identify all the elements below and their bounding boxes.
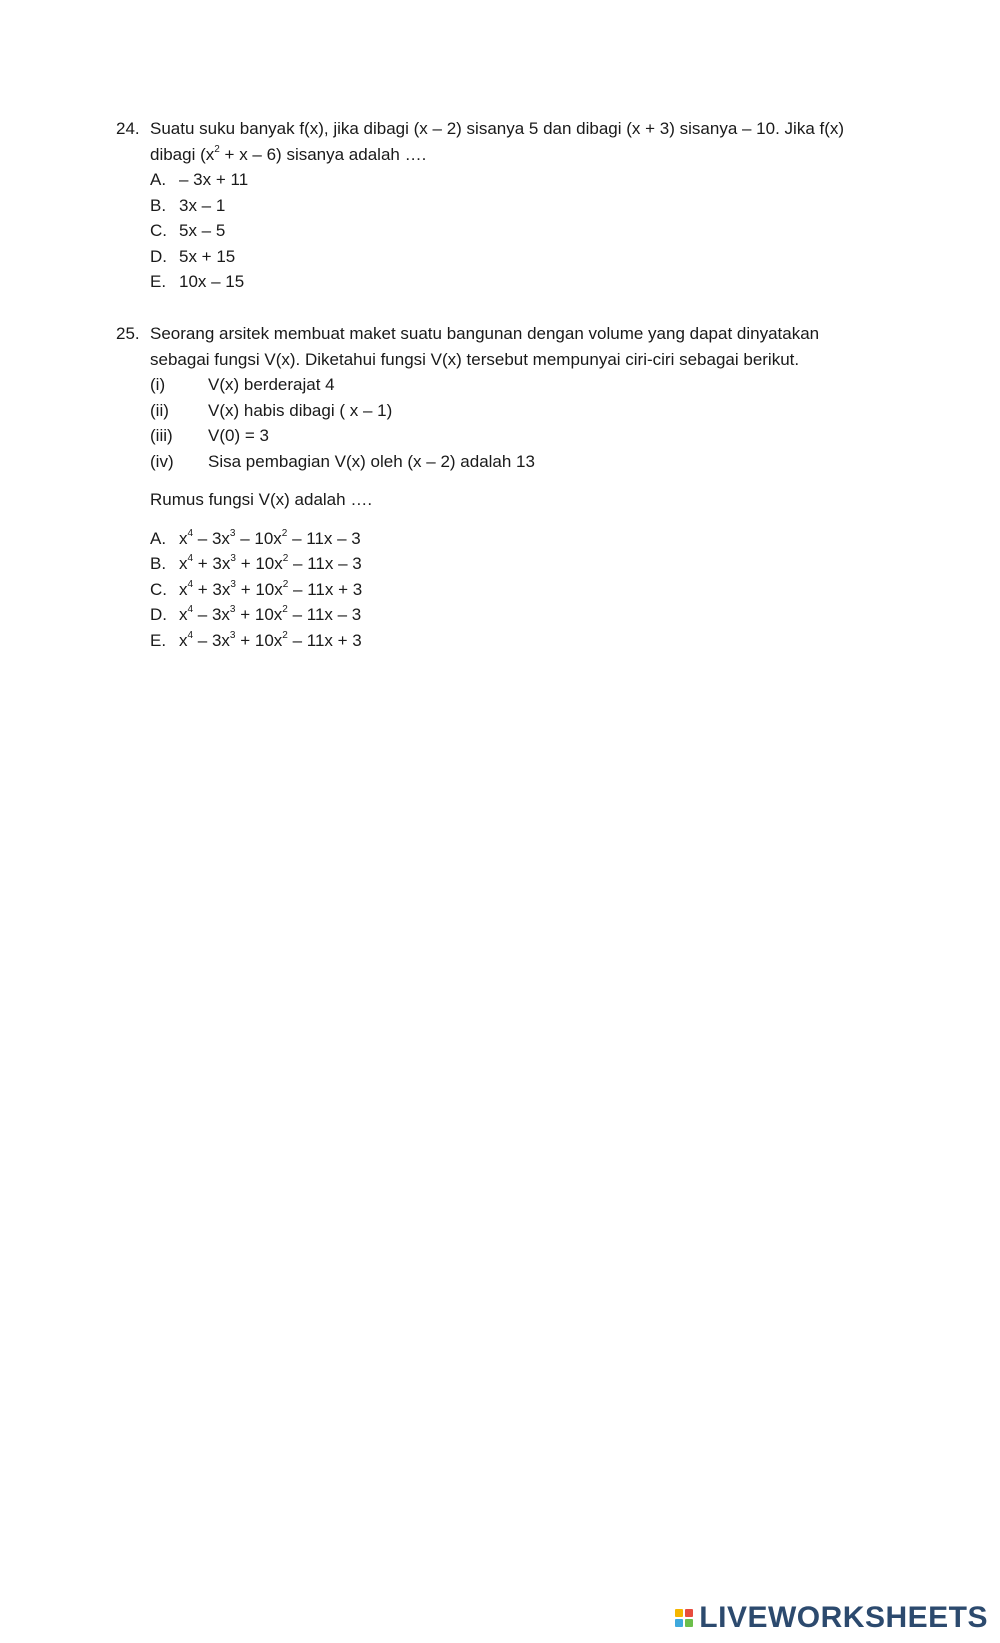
option-letter: C. (150, 579, 167, 599)
condition-item (150, 423, 876, 449)
condition-text: Sisa pembagian V(x) oleh (x – 2) adalah 13 (208, 451, 535, 471)
condition-label: (ii) (150, 400, 169, 420)
answer-option-b (150, 193, 876, 219)
option-text: $x^4 + 3x^3 + 10x^2 - 11x + 3$ (179, 578, 363, 599)
answer-option-e (150, 269, 876, 295)
question-text-line: sebagai fungsi V(x). Diketahui fungsi V(x) tersebut mempunyai ciri-ciri sebagai berikut. (150, 349, 800, 369)
liveworksheets-logo[interactable] (675, 1601, 988, 1635)
logo-square (675, 1619, 683, 1627)
option-text: – 3x + 11 (179, 170, 249, 189)
answer-option-c (150, 218, 876, 244)
logo-square (685, 1609, 693, 1617)
superscript: 2 (214, 143, 220, 155)
option-letter: E. (150, 630, 167, 650)
condition-item (150, 449, 876, 475)
answer-option-a (150, 167, 876, 193)
option-letter: D. (150, 246, 167, 266)
condition-item (150, 398, 876, 424)
option-letter: D. (150, 605, 167, 624)
option-letter: B. (150, 554, 167, 573)
option-text: 3x – 1 (179, 195, 226, 215)
logo-text: LIVEWORKSHEETS (699, 1601, 988, 1634)
logo-square (675, 1609, 683, 1617)
option-text: 5x + 15 (179, 246, 236, 266)
question-text-line: Seorang arsitek membuat maket suatu bangunan dengan volume yang dapat dinyatakan (150, 324, 820, 343)
text-segment: + x – 6) sisanya adalah …. (219, 144, 427, 164)
answer-option-a (150, 526, 876, 552)
question-body (150, 321, 876, 653)
answer-option-d (150, 244, 876, 270)
option-letter: B. (150, 195, 167, 215)
question-prompt: Rumus fungsi V(x) adalah …. (150, 490, 373, 509)
option-text: $x^4 - 3x^3 + 10x^2 - 11x + 3$ (179, 629, 362, 650)
option-letter: C. (150, 221, 167, 240)
option-text: 5x – 5 (179, 221, 226, 240)
condition-text: V(x) berderajat 4 (208, 375, 335, 394)
condition-text: V(0) = 3 (208, 426, 269, 445)
text-segment: dibagi (x (150, 144, 215, 164)
question-24 (116, 116, 876, 295)
condition-item (150, 372, 876, 398)
question-number: 24. (116, 119, 140, 138)
question-25 (116, 321, 876, 653)
question-text-line: Suatu suku banyak f(x), jika dibagi (x – 2) sisanya 5 dan dibagi (x + 3) sisanya – 10. Jika f(x) (150, 119, 845, 138)
answer-option-c (150, 577, 876, 603)
option-text: $x^4 - 3x^3 + 10x^2 - 11x - 3$ (179, 604, 362, 624)
option-text: $x^4 + 3x^3 + 10x^2 - 11x - 3$ (179, 553, 362, 573)
liveworksheets-logo-icon (675, 1609, 693, 1627)
option-text: $x^4 - 3x^3 - 10x^2 - 11x - 3$ (179, 527, 361, 548)
condition-label: (iii) (150, 426, 173, 445)
option-letter: E. (150, 272, 167, 291)
question-body (150, 116, 876, 295)
condition-text: V(x) habis dibagi ( x – 1) (208, 400, 393, 420)
question-text-line (150, 142, 876, 168)
option-letter: A. (150, 528, 167, 548)
option-text: 10x – 15 (179, 272, 245, 291)
condition-label: (iv) (150, 451, 174, 471)
logo-square (685, 1619, 693, 1627)
answer-option-d (150, 602, 876, 628)
answer-option-b (150, 551, 876, 577)
option-letter: A. (150, 170, 167, 189)
condition-label: (i) (150, 375, 166, 394)
answer-option-e (150, 628, 876, 654)
question-number: 25. (116, 324, 140, 343)
